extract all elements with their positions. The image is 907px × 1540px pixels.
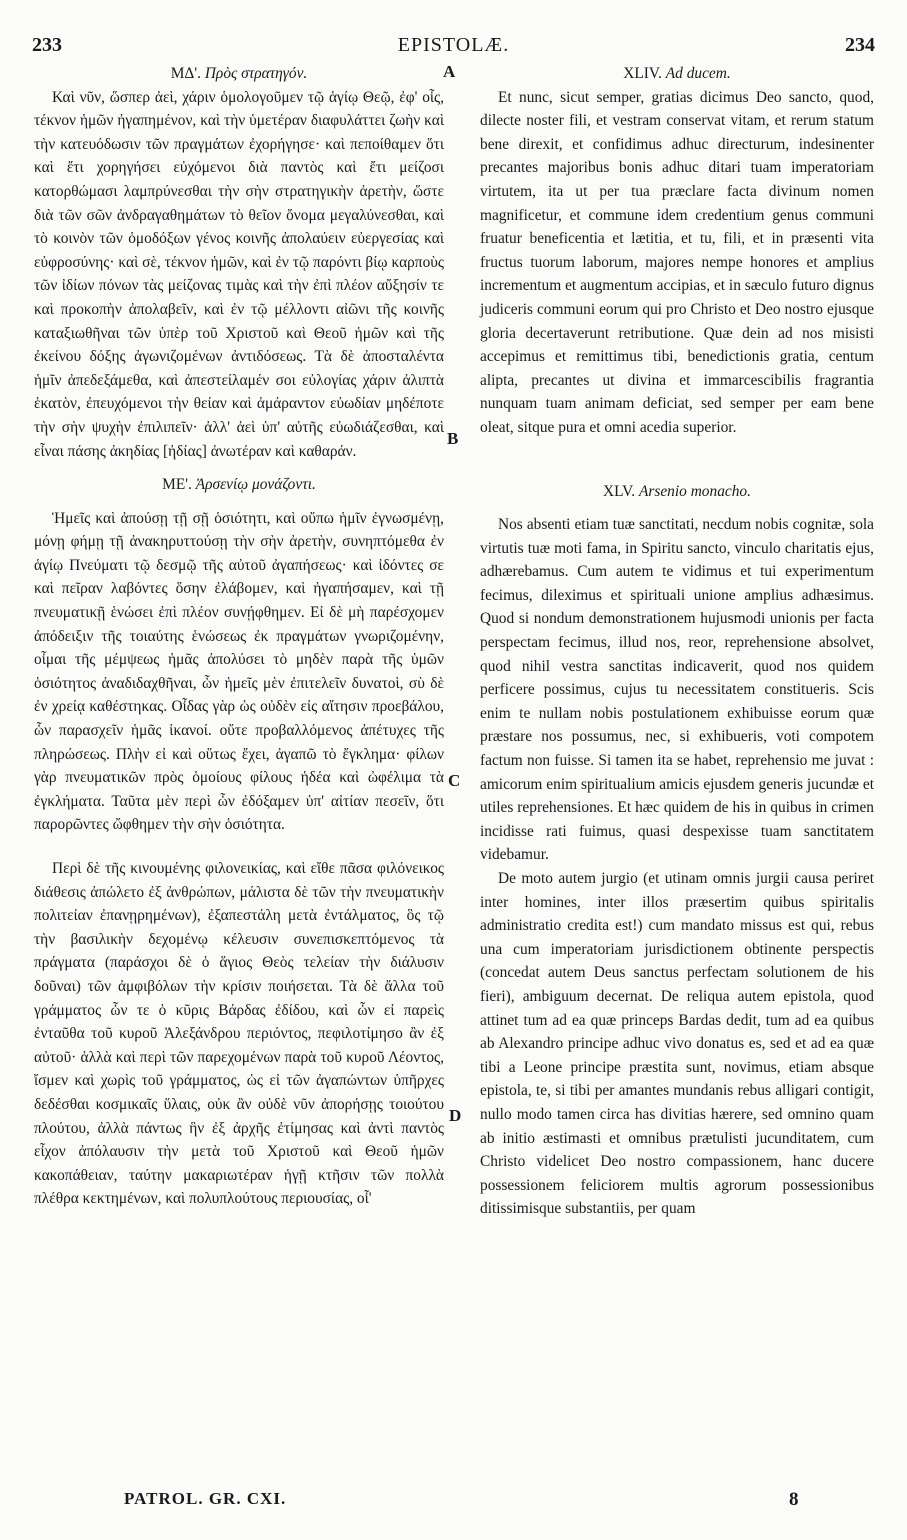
page-footer [34,1489,873,1519]
latin-heading-45-number: XLV. [603,482,636,500]
latin-heading-45 [480,480,874,504]
greek-heading-44 [34,62,444,86]
latin-heading-45-title: Arsenio monacho. [638,482,751,500]
page-number-left: 233 [32,34,62,56]
running-title: EPISTOLÆ. [397,34,510,56]
greek-letter-44-text: Καὶ νῦν, ὥσπερ ἀεὶ, χάριν ὁμολογοῦμεν τῷ ἁγίῳ Θεῷ, ἐφ' οἷς, τέκνον ἡμῶν ἠγαπημένον, καὶ τὴν ὑμετέραν διαφυλάττει ζωὴν καὶ τὴν κατευόδωσιν τῶν πραγμάτων ἐχορήγησε· καὶ πεποίθαμεν ὅτι καὶ ἔτι χορηγήσει εὐχόμενοι διὰ παντὸς καὶ ἔτι μείζοσι κατορθώμασι λαμπρύνεσθαι τὴν σὴν στρατηγικὴν ἀρετὴν, ὥστε διὰ τῶν σῶν ἀνδραγαθημάτων τὸ θεῖον ὄνομα μεγαλύνεσθαι, καὶ τὸ κοινὸν τῶν ὁμοδόξων γένος κοινῆς ἀπολαύειν εὐεργεσίας καὶ εὐφροσύνης· καὶ σὲ, τέκνον ἡμῶν, καὶ ἐν τῷ παρόντι βίῳ καρποὺς τῶν ἰδίων πόνων τὰς μείζονας τιμὰς καὶ τὴν ἐπὶ πλέον αὔξησίν τε καὶ προκοπὴν ἀπολαβεῖν, καὶ ἐν τῷ μέλλοντι αἰῶνι τῆς κοινῆς καταξιωθῆναι τῶν ὑπὲρ τοῦ Χριστοῦ καὶ Θεοῦ ἡμῶν καὶ τῆς ἐκείνου δόξης ἀγωνιζομένων ἀντιδόσεως. Τὰ δὲ ἀποσταλέντα ἡμῖν ἀπεδεξάμεθα, καὶ ἀπεστείλαμέν σοι εὐλογίας χάριν ἀλιπτὰ ἑκατὸν, ἐπευχόμενοι τὴν θείαν καὶ ἀμάραντον εὐωδίαν μηδέποτε τὴν σὴν ψυχὴν ἐπιλιπεῖν· ἀλλ' ἀεὶ ὑπ' αὐτῆς εὐωδιάζεσθαι, καὶ εἶναι πάσης ἀκηδίας [ἠδίας] ἀνωτέραν καὶ καθαράν. [34,88,444,460]
greek-letter-45-paragraph-2: Περὶ δὲ τῆς κινουμένης φιλονεικίας, καὶ εἴθε πᾶσα φιλόνεικος διάθεσις ἀπώλετο ἐξ ἀνθρώπων, μάλιστα δὲ τῶν τὴν πνευματικὴν πολιτείαν ἐπανῃρημένων), ἐξαπεστάλη μετὰ ἐντάλματος, ὃς τῷ τὴν βασιλικὴν δεχομένῳ κέλευσιν συνεπισκεπτόμενος τὰ πράγματα (παράσχοι δὲ ὁ ἅγιος Θεὸς τελείαν τὴν διάλυσιν δοῦναι) τῶν ἀμφιβόλων τὴν κρίσιν ποιήσεται. Τὰ δὲ ἄλλα τοῦ γράμματος ὧν τε ὁ κῦρις Βάρδας ἐδίδου, καὶ ὧν εἰ παρεὶς ἐνταῦθα τοῦ κυροῦ Ἀλεξάνδρου περιόντος, πεφιλοτίμησο ἂν ἐξ αὐτοῦ· ἀλλὰ καὶ περὶ τῶν παρεχομένων παρὰ τοῦ κυροῦ Λέοντος, ἴσμεν καὶ χωρὶς τοῦ γράμματος, ὡς εἰ τῶν ἀγαπώντων ὑπῆρχες δεδέσθαι κοσμικαῖς ὕλαις, οὐκ ἂν οὐδὲ νῦν ἀπορήσῃς τοιούτου πλούτου, ἀλλὰ πάντως ἣν ἐξ ἀρχῆς ἐτίμησας καὶ ἀντὶ παντὸς εἶχον ἀπόλαυσιν τὴν μετὰ τοῦ Χριστοῦ καὶ Θεοῦ ἡμῶν κακοπάθειαν, ταύτην μακαριωτέραν ἡγῇ κτῆσιν τῶν πολλὰ πλέθρα κεκτημένων, καὶ πολυπλούτους περιουσίας, οἷ' [34,860,444,1208]
sheet-number: 8 [789,1489,799,1510]
greek-heading-45-title: Ἀρσενίῳ μονάζοντι. [195,476,316,494]
latin-letter-45-paragraph-1: Nos absenti etiam tuæ sanctitati, necdum nobis cognitæ, sola virtutis tuæ moti fama, in Spiritu sancto, vinculo charitatis ejus, adhærebamus. Cum autem te vidimus et tui experimentum fecimus, dileximus et spirituali unione amplius adhæsimus. Quod si nondum demonstrationem hujusmodi unionis per facta perspectam fecimus, illud nos, reor, reprehensione absolvet, quod nihil vestra sanctitas indicaverit, quod nos quidem perficere possimus, cujus tu necessitatem constitueris. Scis enim te nullam nobis postulationem exhibuisse eorum quæ præstare nos possumus, nec, si exhibueris, voti compotem factum non fuisse. Si tamen ita se habet, reprehensio me juvat : amicorum enim spiritualium amicis ejusdem generis jucundæ et utiles reprehensiones. Et hæc quidem de his in quibus in crimen incidisse rati fuimus, quasi despexisse tuam sanctitatem videbamur. [480,516,874,864]
margin-letter-a: A [443,62,456,81]
greek-heading-44-number: ΜΔ'. [170,65,201,82]
greek-heading-45 [34,473,444,497]
greek-heading-44-title: Πρὸς στρατηγόν. [204,65,308,82]
latin-letter-44-text: Et nunc, sicut semper, gratias dicimus Deo sancto, quod, dilecte noster fili, et vestram conservat vitam, et rerum statum bene direxit, et confidimus adhuc directurum, indesinenter precantes majoribus bonis adhuc ditari tuam imperatoriam virtutem, ita ut per tua præclare facta divinum nomen magnificetur, et commune idem credentium genus communi fruatur beneficentia et lætitia, et tu, fili, et in præsenti vita fructus tuorum laborum, majores nempe honores et amplius incrementum et augmentum accipias, et in sæculo futuro dignus judiceris communi eorum qui pro Christo et Deo nostro ejusque gloria decertaverunt retributione. Quæ dein ad nos misisti accepimus et remittimus tibi, benedictionis gratia, centum alipta, precantes ut divina et immarcescibilis fragrantia nunquam tuam animam deficiat, sed semper per eam bene oleat, sitque pura et omni acedia superior. [480,88,874,436]
margin-letter-d: D [449,1106,462,1125]
latin-heading-44-number: XLIV. [623,65,662,82]
margin-letter-c: C [448,771,461,790]
latin-heading-44-title: Ad ducem. [665,65,731,82]
margin-letter-b: B [447,429,459,448]
page-header [32,34,875,64]
latin-heading-44 [480,62,874,86]
latin-letter-45-paragraph-2: De moto autem jurgio (et utinam omnis jurgii causa periret inter homines, inter illos præsertim quibus spiritalis administratio credita est!) cum mandato missus est qui, rebus una cum imperatoriam jurisdictionem obtinente perspectis (concedat autem Deus sanctus perfectam solutionem de his fieri), ambiguum decernat. De reliqua autem epistola, quod attinet tum ad ea quæ princeps Bardas dedit, tum ad ea quibus ab Alexandro principe adhuc vivo donatus es, sed et ad ea quæ tibi a Leone principe præstita sunt, novimus, etiam absque epistola, te, si tibi per amantes mundanis rebus alligari contigit, nullo modo tamen circa has divitias hærere, sed omnino quam ab initio æstimasti et omnibus prætulisti jucunditatem, cum Christo videlicet Deo nostro compassionem, hanc ducere possessionem feliciorem multis agrorum possessionibus ditissimisque substantiis, per quam [480,870,874,1218]
greek-letter-45-paragraph-1: Ἡμεῖς καὶ ἀπούσῃ τῇ σῇ ὁσιότητι, καὶ οὔπω ἡμῖν ἐγνωσμένῃ, μόνῃ φήμῃ τῇ ἀνακηρυττούσῃ τὴν σὴν ἀρετὴν, συνηπτόμεθα ἐν ἁγίῳ Πνεύματι τῷ δεσμῷ τῆς αὐτοῦ ἀγαπήσεως· καὶ ἰδόντες σε καὶ πεῖραν λαβόντες ὅσην ἐλάβομεν, καὶ ἠγαπήσαμεν, καὶ τῇ πνευματικῇ ἑνώσει ἐπὶ πλέον συνῄφθημεν. Εἰ δὲ μὴ παρέσχομεν ἀπόδειξιν τῆς τοιαύτης ἑνώσεως ἐκ πραγμάτων γνωριζομένην, οἶμαι τῆς μέμψεως ἡμᾶς ἀπολύσει τὸ μηδὲν παρὰ τῆς ὑμῶν ὁσιότητος ἀναδιδαχθῆναι, ὧν ἡμεῖς μὲν ἐπιτελεῖν δυνατοὶ, σὺ δὲ ἐν χρείᾳ καθέστηκας. Οἶδας γὰρ ὡς οὐδὲν εἰς αἴτησιν προεβάλου, ὧν παρασχεῖν ἡμᾶς ἱκανοί. οὔτε προβαλλόμενος ἀπέτυχες τῆς πληρώσεως. Πλὴν εἰ καὶ οὕτως ἔχει, ἀγαπῶ τὸ ἔγκλημα· φίλων γὰρ πνευματικῶν πρὸς ὁμοίους φίλους ἡδέα καὶ ὠφέλιμα τὰ ἐγκλήματα. Ταῦτα μὲν περὶ ὧν ἐδόξαμεν ὑπ' αἰτίαν πεσεῖν, ὅτι παρορῶντες ὤφθημεν τὴν σὴν ὁσιότητα. [34,509,444,834]
greek-column [34,62,444,1211]
latin-column [480,62,874,1221]
greek-heading-45-number: ΜΕ'. [162,476,192,494]
signature-mark: PATROL. GR. CXI. [124,1489,287,1508]
page-number-right: 234 [845,34,875,56]
